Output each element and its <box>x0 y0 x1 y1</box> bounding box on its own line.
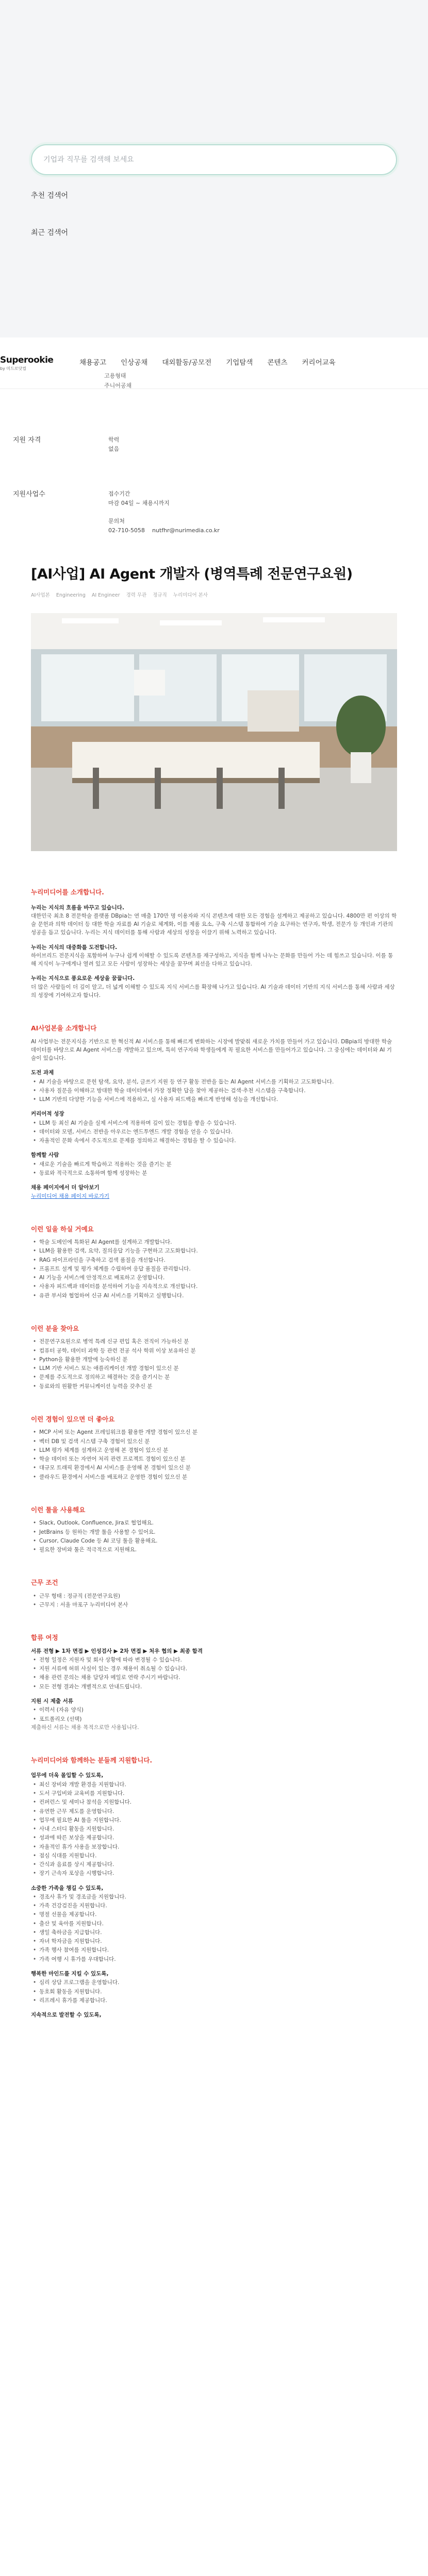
nav-item-activities[interactable]: 대외활동/공모전 <box>162 359 212 367</box>
bullet-list <box>31 1428 397 1481</box>
recent-search-title: 최근 검색어 <box>31 228 69 237</box>
list-item: • LLM 기반의 다양한 기능을 서비스에 적용하고, 실 사용자 피드백을 빠르게 반영해 성능을 개선합니다. <box>33 1095 397 1104</box>
search-input[interactable] <box>43 156 385 164</box>
job-description <box>31 887 397 2019</box>
info-values <box>108 489 220 535</box>
careers-link[interactable]: 누리미디어 채용 페이지 바로가기 <box>31 1193 110 1199</box>
section-heading: 이런 툴을 사용해요 <box>31 1505 86 1514</box>
paragraph: 더 많은 사람들이 더 깊이 알고, 더 넓게 이해할 수 있도록 지식 서비스를 확장해 나가고 있습니다. AI 기술과 데이터 기반의 지식 서비스를 통해 사람과 세상의 성장에 기여하고자 합니다. <box>31 984 395 998</box>
list-item: • 학술 도메인에 특화된 AI Agent를 설계하고 개발합니다. <box>33 1238 397 1246</box>
list-item: • 자녀 학자금을 지원합니다. <box>33 1937 397 1945</box>
brand-name: Superookie <box>0 355 54 366</box>
submenu-item[interactable]: 고용형태 <box>104 372 126 379</box>
info-value: 마감 04일 ~ 채용시까지 <box>108 499 170 506</box>
section-subheading: 소중한 가족을 챙길 수 있도록, <box>31 1885 104 1891</box>
nav-item-recruit[interactable]: 인상공채 <box>121 359 148 367</box>
nav-items <box>72 358 343 368</box>
list-item: • JetBrains 등 원하는 개발 툴을 사용할 수 있어요. <box>33 1528 397 1536</box>
section-subheading: 지속적으로 발전할 수 있도록, <box>31 2012 102 2019</box>
section-subheading: 누리는 지식으로 풍요로운 세상을 꿈꿉니다. <box>31 975 135 982</box>
list-item: • 새로운 기술을 빠르게 학습하고 적용하는 것을 즐기는 분 <box>33 1160 397 1168</box>
bullet-list <box>31 1978 397 2005</box>
list-item: • 자율적인 문화 속에서 주도적으로 문제를 정의하고 해결하는 경험을 할 수 있습니다. <box>33 1137 397 1145</box>
section-subheading: 행복한 마인드를 지킬 수 있도록, <box>31 1971 109 1977</box>
list-item: • 유연한 근무 제도를 운영합니다. <box>33 1807 397 1816</box>
recommended-search-title: 추천 검색어 <box>31 192 69 200</box>
note: 제출하신 서류는 채용 목적으로만 사용됩니다. <box>31 1724 139 1731</box>
bullet-list <box>31 1592 397 1609</box>
info-value: 학력 <box>108 436 120 443</box>
list-item: • 사내 스터디 활동을 지원합니다. <box>33 1825 397 1833</box>
bullet-list <box>31 1160 397 1178</box>
list-item: • 컨퍼런스 및 세미나 참석을 지원합니다. <box>33 1798 397 1806</box>
office-photo <box>31 613 397 851</box>
section-subheading: 도전 과제 <box>31 1070 54 1076</box>
hiring-process: 서류 전형 ▶ 1차 면접 ▶ 인성검사 ▶ 2차 면접 ▶ 처우 협의 ▶ 최종 합격 <box>31 1648 203 1654</box>
contact-email[interactable]: nutfhr@nurimedia.co.kr <box>152 527 220 534</box>
list-item: • 성과에 따른 보상을 제공합니다. <box>33 1834 397 1842</box>
nav-item-education[interactable]: 커리어교육 <box>302 359 336 367</box>
list-item: • Python을 활용한 개발에 능숙하신 분 <box>33 1355 397 1364</box>
list-item: • 가족 건강검진을 지원합니다. <box>33 1902 397 1910</box>
search-overlay <box>0 0 428 337</box>
list-item: • LLM 평가 체계를 설계하고 운영해 본 경험이 있으신 분 <box>33 1446 397 1454</box>
info-value: 없음 <box>108 445 120 452</box>
list-item: • 프롬프트 설계 및 평가 체계를 수립하여 응답 품질을 관리합니다. <box>33 1265 397 1273</box>
info-label: 지원 자격 <box>13 436 41 444</box>
nav-item-companies[interactable]: 기업탐색 <box>226 359 253 367</box>
section-heading: 누리미디어를 소개합니다. <box>31 888 104 896</box>
section-heading: 이런 분을 찾아요 <box>31 1325 79 1333</box>
bullet-list <box>31 1781 397 1878</box>
list-item: • 사용자 피드백과 데이터를 분석하여 기능을 지속적으로 개선합니다. <box>33 1282 397 1291</box>
list-item: • 리프레시 휴가를 제공합니다. <box>33 1996 397 2005</box>
breadcrumb <box>31 592 397 600</box>
list-item: • LLM 등 최신 AI 기술을 실제 서비스에 적용하며 깊이 있는 경험을 쌓을 수 있습니다. <box>33 1119 397 1127</box>
list-item: • AI 기능을 서비스에 안정적으로 배포하고 운영합니다. <box>33 1274 397 1282</box>
office-illustration <box>31 613 397 851</box>
list-item: • 경조사 휴가 및 경조금을 지원합니다. <box>33 1893 397 1901</box>
list-item: • 클라우드 환경에서 서비스를 배포하고 운영한 경험이 있으신 분 <box>33 1473 397 1481</box>
page-bottom-space <box>0 2019 428 2081</box>
list-item: • LLM을 활용한 검색, 요약, 질의응답 기능을 구현하고 고도화합니다. <box>33 1247 397 1255</box>
list-item: • 모든 전형 결과는 개별적으로 안내드립니다. <box>33 1683 397 1691</box>
list-item: • Cursor, Claude Code 등 AI 코딩 툴을 활용해요. <box>33 1537 397 1545</box>
section-subheading: 채용 페이지에서 더 알아보기 <box>31 1184 100 1191</box>
bullet-list <box>31 1119 397 1145</box>
section-heading: 이런 일을 하실 거예요 <box>31 1225 94 1233</box>
paragraph: AI 사업부는 전문지식을 기반으로 한 혁신적 AI 서비스를 통해 빠르게 변화하는 시장에 발맞춰 새로운 가치를 만들어 가고 있습니다. DBpia의 방대한 학술 데이터를 바탕으로 AI Agent 서비스를 개발하고 있으며, 특히 연구자와 학생들에게 꼭 필요한 서비스를 만들어가고 있습니다. 그 중심에는 데이터와 AI 기술이 있습니다. <box>31 1038 392 1062</box>
info-row-apply <box>0 489 428 535</box>
crumb[interactable]: 누리미디어 본사 <box>173 592 208 599</box>
nav-submenu <box>104 371 131 391</box>
list-item: • MCP 서버 또는 Agent 프레임워크를 활용한 개발 경험이 있으신 분 <box>33 1428 397 1436</box>
list-item: • 명절 선물을 제공합니다. <box>33 1910 397 1919</box>
section-heading: 합류 여정 <box>31 1634 58 1642</box>
info-value: 접수기간 <box>108 490 130 498</box>
section-heading: 누리미디어와 함께하는 분들께 지원합니다. <box>31 1756 153 1765</box>
list-item: • AI 기술을 바탕으로 문헌 탐색, 요약, 분석, 글쓰기 지원 등 연구 활동 전반을 돕는 AI Agent 서비스를 기획하고 고도화합니다. <box>33 1078 397 1086</box>
list-item: • 근무 형태 : 정규직 (전문연구요원) <box>33 1592 397 1600</box>
list-item: • 전형 일정은 지원자 및 회사 상황에 따라 변경될 수 있습니다. <box>33 1656 397 1664</box>
section-subheading: 업무에 더욱 몰입할 수 있도록, <box>31 1772 104 1779</box>
list-item: • 동료와의 원활한 커뮤니케이션 능력을 갖추신 분 <box>33 1382 397 1391</box>
list-item: • 생일 축하금을 지급합니다. <box>33 1928 397 1937</box>
list-item: • 대규모 트래픽 환경에서 AI 서비스를 운영해 본 경험이 있으신 분 <box>33 1464 397 1472</box>
list-item: • 사용자 질문을 이해하고 방대한 학술 데이터에서 가장 정확한 답을 찾아 제공하는 검색·추천 시스템을 구축합니다. <box>33 1087 397 1095</box>
list-item: • 장기 근속자 포상을 시행합니다. <box>33 1869 397 1877</box>
list-item: • RAG 파이프라인을 구축하고 검색 품질을 개선합니다. <box>33 1256 397 1264</box>
list-item: • 유관 부서와 협업하여 신규 AI 서비스를 기획하고 실행합니다. <box>33 1292 397 1300</box>
search-box[interactable] <box>31 144 397 175</box>
section-heading: AI사업본을 소개합니다 <box>31 1024 97 1032</box>
list-item: • 컴퓨터 공학, 데이터 과학 등 관련 전공 석사 학위 이상 보유하신 분 <box>33 1347 397 1355</box>
list-item: • LLM 기반 서비스 또는 애플리케이션 개발 경험이 있으신 분 <box>33 1364 397 1372</box>
contact-phone[interactable]: 02-710-5058 <box>108 527 145 534</box>
list-item: • 동료와 적극적으로 소통하며 함께 성장하는 분 <box>33 1169 397 1177</box>
list-item: • 벡터 DB 및 검색 시스템 구축 경험이 있으신 분 <box>33 1437 397 1446</box>
list-item: • 근무지 : 서울 마포구 누리미디어 본사 <box>33 1601 397 1609</box>
section-subheading: 커리어적 성장 <box>31 1111 64 1117</box>
section-subheading: 함께할 사람 <box>31 1152 59 1159</box>
bullet-list <box>31 1238 397 1300</box>
nav-item-jobs[interactable]: 채용공고 <box>79 359 107 367</box>
list-item: • 간식과 음료를 상시 제공합니다. <box>33 1860 397 1869</box>
list-item: • 업무에 필요한 AI 툴을 지원합니다. <box>33 1816 397 1824</box>
list-item: • 학술 데이터 또는 자연어 처리 관련 프로젝트 경험이 있으신 분 <box>33 1455 397 1463</box>
info-row-qualification <box>0 435 428 453</box>
bullet-list <box>31 1706 397 1723</box>
list-item: • 데이터와 모델, 서비스 전반을 아우르는 엔드투엔드 개발 경험을 얻을 수 있습니다. <box>33 1128 397 1136</box>
section-subheading: 지원 시 제출 서류 <box>31 1698 73 1704</box>
crumb[interactable]: 정규직 <box>153 592 167 599</box>
section-heading: 이런 경험이 있으면 더 좋아요 <box>31 1415 115 1423</box>
info-values <box>108 435 119 453</box>
brand-logo[interactable] <box>0 353 72 372</box>
bullet-list <box>31 1656 397 1691</box>
crumb[interactable]: AI사업본 <box>31 592 50 599</box>
list-item: • 가족 행사 참여를 지원합니다. <box>33 1946 397 1954</box>
list-item: • 점심 식대를 지원합니다. <box>33 1852 397 1860</box>
submenu-item[interactable]: 주니어공채 <box>104 382 132 389</box>
brand-sub: by 미드로닷컴 <box>0 366 26 371</box>
info-label: 지원사업수 <box>13 490 45 499</box>
list-item: • 최신 장비와 개발 환경을 지원합니다. <box>33 1781 397 1789</box>
list-item: • 채용 관련 문의는 채용 담당자 메일로 연락 주시기 바랍니다. <box>33 1673 397 1682</box>
contact-line <box>108 526 220 535</box>
crumb[interactable]: AI Engineer <box>91 592 120 599</box>
section-subheading: 누리는 지식의 대중화를 도전합니다. <box>31 944 118 951</box>
list-item: • 포트폴리오 (선택) <box>33 1715 397 1723</box>
paragraph: 대한민국 최초 8 전문학술 플랫폼 DBpia는 연 매출 170만 명 이용자와 지식 콘텐츠에 대한 모든 경험을 설계하고 제공하고 있습니다. 4800만 편 이상의 학술 문헌과 의학 데이터 등 대한 학술 자료를 AI 기술로 체계화, 이를 제품 요소, 구축 시스템 통합하여 기술 요구하는 연구자, 학생, 전문가 등 개인과 기관의 성공을 돕고 있습니다. 누리는 지식 데이터를 통해 사람과 세상의 성장을 이끌기 위해 노력하고 있습니다. <box>31 912 397 936</box>
list-item: • 가족 여행 시 휴가를 우대합니다. <box>33 1955 397 1963</box>
posting <box>0 564 428 2020</box>
nav-item-contents[interactable]: 콘텐츠 <box>267 359 288 367</box>
list-item: • 이력서 (자유 양식) <box>33 1706 397 1714</box>
bullet-list <box>31 1519 397 1554</box>
list-item: • Slack, Outlook, Confluence, Jira로 협업해요. <box>33 1519 397 1527</box>
paragraph: 하이브리드 전문지식을 포함하여 누구나 쉽게 이해할 수 있도록 콘텐츠를 재구성하고, 지식을 함께 나누는 문화를 만들어 가는 데 힘쓰고 있습니다. 이를 통해 지식이 누구에게나 열려 있고 모든 사람이 성장하는 세상을 꿈꾸며 최선을 다하고 있습니다. <box>31 952 393 968</box>
list-item: • 자율적인 휴가 사용을 보장합니다. <box>33 1843 397 1851</box>
main-nav <box>0 337 428 389</box>
bullet-list <box>31 1078 397 1104</box>
list-item: • 심리 상담 프로그램을 운영합니다. <box>33 1978 397 1987</box>
list-item: • 필요한 장비와 툴은 적극적으로 지원해요. <box>33 1546 397 1554</box>
list-item: • 동호회 활동을 지원합니다. <box>33 1988 397 1996</box>
bullet-list <box>31 1337 397 1391</box>
info-value: 문의처 <box>108 518 125 525</box>
list-item: • 출산 및 육아를 지원합니다. <box>33 1920 397 1928</box>
section-heading: 근무 조건 <box>31 1579 58 1587</box>
list-item: • 문제를 주도적으로 정의하고 해결하는 것을 즐기시는 분 <box>33 1373 397 1381</box>
list-item: • 전문연구요원으로 병역 특례 신규 편입 혹은 전직이 가능하신 분 <box>33 1337 397 1346</box>
section-subheading: 누리는 지식의 흐름을 바꾸고 있습니다. <box>31 904 124 911</box>
crumb[interactable]: 경력 무관 <box>126 592 147 599</box>
list-item: • 지원 서류에 허위 사실이 있는 경우 채용이 취소될 수 있습니다. <box>33 1665 397 1673</box>
bullet-list <box>31 1893 397 1963</box>
list-item: • 도서 구입비와 교육비를 지원합니다. <box>33 1789 397 1798</box>
crumb[interactable]: Engineering <box>56 592 86 599</box>
page-title: [AI사업] AI Agent 개발자 (병역특례 전문연구요원) <box>31 566 353 582</box>
